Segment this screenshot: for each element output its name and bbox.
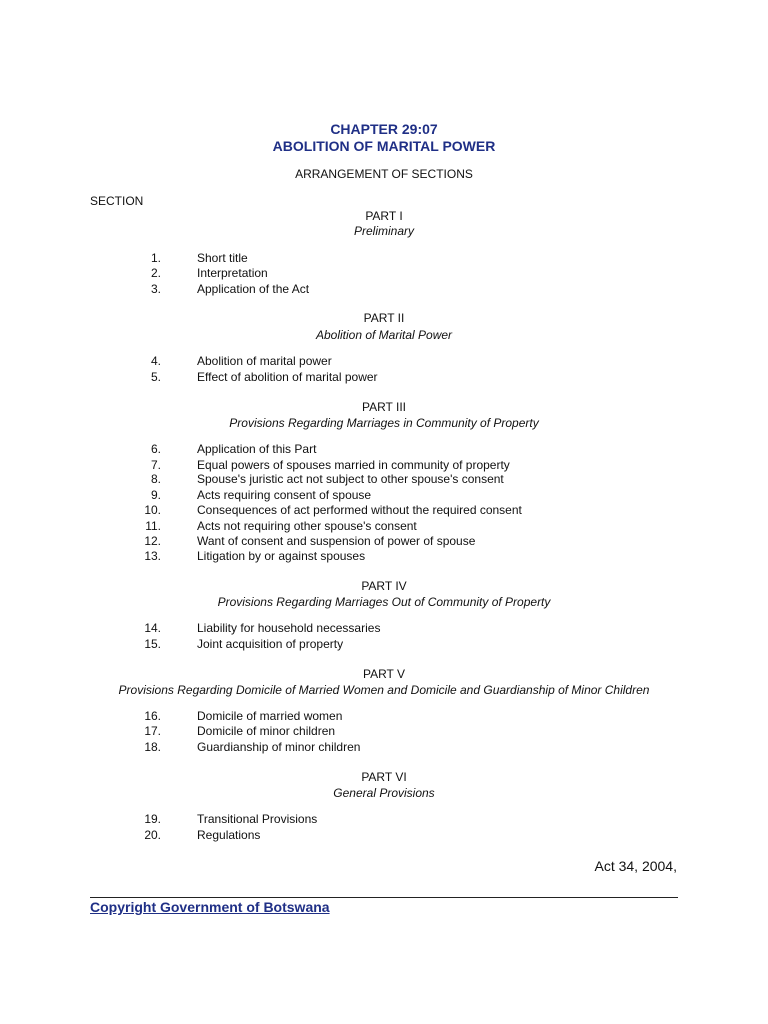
part-heading: PART IV [361, 579, 407, 593]
section-number: 1. [150, 251, 161, 265]
section-item [0, 472, 768, 487]
part-heading: PART III [361, 400, 406, 414]
section-title: Litigation by or against spouses [197, 549, 366, 563]
section-number: 6. [150, 442, 161, 456]
copyright-link[interactable]: Copyright Government of Botswana [90, 899, 330, 915]
section-number: 4. [150, 354, 161, 368]
part-heading: PART V [362, 667, 406, 681]
section-number: 9. [150, 488, 161, 502]
part-subtitle: Provisions Regarding Domicile of Married Women and Domicile and Guardianship of Minor Children [118, 683, 650, 697]
section-item [0, 812, 768, 827]
section-number: 18. [144, 740, 161, 754]
footer-divider [90, 897, 678, 898]
arrangement-heading: ARRANGEMENT OF SECTIONS [295, 167, 473, 181]
part-heading: PART I [365, 209, 403, 223]
section-number: 13. [144, 549, 161, 563]
section-item [0, 534, 768, 549]
section-item [0, 709, 768, 724]
section-item [0, 282, 768, 297]
section-title: Application of this Part [197, 442, 317, 456]
chapter-title: ABOLITION OF MARITAL POWER [272, 138, 496, 154]
section-title: Joint acquisition of property [197, 637, 344, 651]
section-title: Liability for household necessaries [197, 621, 381, 635]
act-reference: Act 34, 2004, [594, 858, 677, 874]
section-title: Interpretation [197, 266, 268, 280]
section-number: 2. [150, 266, 161, 280]
section-item [0, 621, 768, 636]
section-number: 17. [144, 724, 161, 738]
section-item [0, 740, 768, 755]
section-label: SECTION [90, 194, 144, 208]
section-item [0, 549, 768, 564]
section-title: Spouse's juristic act not subject to other spouse's consent [197, 472, 504, 486]
section-title: Consequences of act performed without the required consent [197, 503, 522, 517]
section-title: Application of the Act [197, 282, 310, 296]
section-item [0, 637, 768, 652]
section-title: Abolition of marital power [197, 354, 332, 368]
section-title: Effect of abolition of marital power [197, 370, 378, 384]
part-subtitle: Provisions Regarding Marriages Out of Community of Property [217, 595, 551, 609]
section-number: 11. [145, 519, 161, 533]
section-item [0, 442, 768, 457]
section-title: Want of consent and suspension of power of spouse [197, 534, 476, 548]
section-number: 10. [144, 503, 161, 517]
section-title: Transitional Provisions [197, 812, 318, 826]
section-title: Acts requiring consent of spouse [197, 488, 372, 502]
section-title: Regulations [197, 828, 261, 842]
section-title: Domicile of married women [197, 709, 343, 723]
part-subtitle: General Provisions [333, 786, 435, 800]
section-number: 7. [150, 458, 161, 472]
section-item [0, 370, 768, 385]
section-item [0, 251, 768, 266]
section-title: Acts not requiring other spouse's consent [197, 519, 417, 533]
part-subtitle: Preliminary [353, 224, 414, 238]
part-subtitle: Abolition of Marital Power [315, 328, 453, 342]
section-number: 8. [150, 472, 161, 486]
section-number: 16. [144, 709, 161, 723]
section-item [0, 519, 768, 534]
section-number: 15. [144, 637, 161, 651]
section-number: 5. [150, 370, 161, 384]
section-item [0, 503, 768, 518]
section-number: 20. [144, 828, 161, 842]
section-title: Domicile of minor children [197, 724, 336, 738]
part-heading: PART II [363, 311, 405, 325]
section-item [0, 724, 768, 739]
section-item [0, 266, 768, 281]
section-title: Guardianship of minor children [197, 740, 361, 754]
section-item [0, 458, 768, 473]
section-number: 12. [144, 534, 161, 548]
section-number: 3. [150, 282, 161, 296]
part-heading: PART VI [361, 770, 407, 784]
section-item [0, 354, 768, 369]
section-item [0, 488, 768, 503]
section-number: 14. [144, 621, 161, 635]
section-number: 19. [144, 812, 161, 826]
section-item [0, 828, 768, 843]
chapter-number: CHAPTER 29:07 [330, 121, 438, 137]
section-title: Short title [197, 251, 248, 265]
section-title: Equal powers of spouses married in community of property [197, 458, 510, 472]
part-subtitle: Provisions Regarding Marriages in Community of Property [229, 416, 539, 430]
